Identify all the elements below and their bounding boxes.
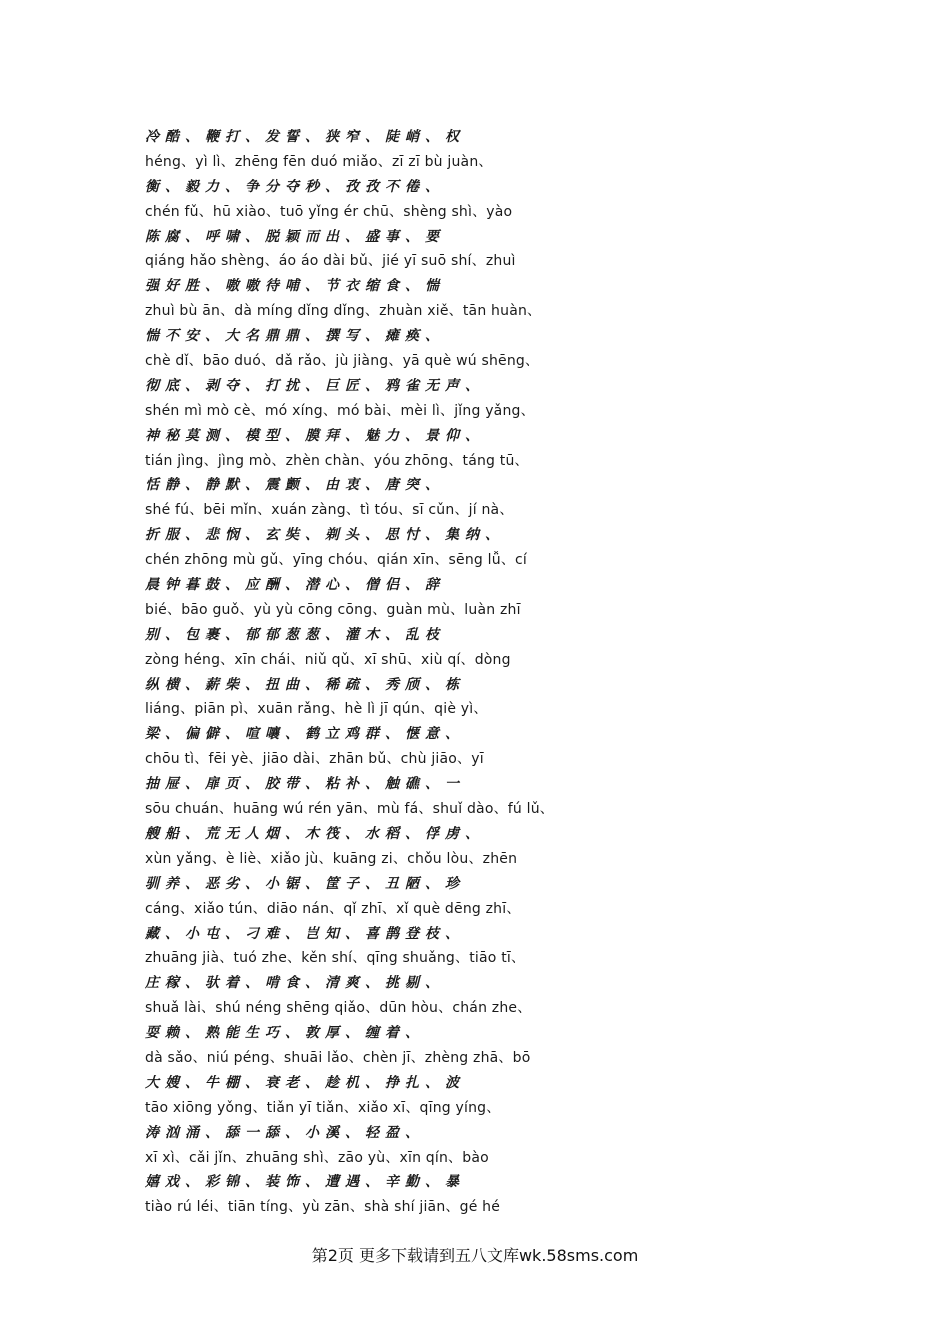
pinyin-line: chén zhōng mù gǔ、yīng chóu、qián xīn、sēng lǚ、cí <box>145 552 528 569</box>
pinyin-line: chén fǔ、hū xiào、tuō yǐng ér chū、shèng shì、yào <box>145 203 513 220</box>
hanzi-line: 嬉戏、彩锦、装饰、遭遇、辛勤、暴 <box>145 1174 465 1191</box>
pinyin-line: tāo xiōng yǒng、tiǎn yī tiǎn、xiǎo xī、qīng yíng、 <box>145 1099 501 1116</box>
hanzi-line: 冷酷、鞭打、发誓、狭窄、陡峭、权 <box>145 129 465 145</box>
hanzi-line: 庄稼、驮着、啃食、清爽、挑剔、 <box>145 975 445 992</box>
hanzi-line: 别、包裹、郁郁葱葱、灌木、乱枝 <box>145 626 445 643</box>
pinyin-line: xī xì、cǎi jǐn、zhuāng shì、zāo yù、xīn qín、bào <box>145 1149 489 1166</box>
hanzi-line: 神秘莫测、模型、膜拜、魅力、景仰、 <box>145 427 485 444</box>
hanzi-line: 衡、毅力、争分夺秒、孜孜不倦、 <box>145 178 445 195</box>
hanzi-line: 恬静、静默、震颤、由衷、唐突、 <box>145 477 445 494</box>
hanzi-line: 陈腐、呼啸、脱颖而出、盛事、要 <box>145 228 445 245</box>
pinyin-line: shén mì mò cè、mó xíng、mó bài、mèi lì、jǐng yǎng、 <box>145 402 535 419</box>
hanzi-line: 艘船、荒无人烟、木筏、水稻、俘虏、 <box>145 825 485 842</box>
pinyin-line: tiào rú léi、tiān tíng、yù zān、shà shí jiān、gé hé <box>145 1199 501 1216</box>
hanzi-line: 藏、小屯、刁难、岂知、喜鹊登枝、 <box>145 925 465 942</box>
hanzi-line: 纵横、薪柴、扭曲、稀疏、秀颀、栋 <box>145 676 465 693</box>
page-footer: 第2页 更多下载请到五八文库wk.58sms.com <box>311 1246 639 1265</box>
hanzi-line: 涛汹涌、舔一舔、小溪、轻盈、 <box>145 1124 425 1141</box>
hanzi-line: 晨钟暮鼓、应酬、潜心、僧侣、辞 <box>145 577 445 594</box>
hanzi-line: 梁、偏僻、喧嚷、鹤立鸡群、惬意、 <box>145 726 465 743</box>
pinyin-line: chōu tì、fēi yè、jiāo dài、zhān bǔ、chù jiāo、yī <box>145 751 484 768</box>
pinyin-line: zhuì bù ān、dà míng dǐng dǐng、zhuàn xiě、tān huàn、 <box>145 303 542 320</box>
pinyin-line: chè dǐ、bāo duó、dǎ rǎo、jù jiàng、yā què wú shēng、 <box>145 353 540 370</box>
pinyin-line: tián jìng、jìng mò、zhèn chàn、yóu zhōng、táng tū、 <box>145 452 529 469</box>
pinyin-line: xùn yǎng、è liè、xiǎo jù、kuāng zi、chǒu lòu、zhēn <box>145 850 518 867</box>
vocabulary-list <box>145 125 905 1220</box>
pinyin-line: zhuāng jià、tuó zhe、kěn shí、qīng shuǎng、tiāo tī、 <box>145 950 526 967</box>
hanzi-line: 驯养、恶劣、小锯、筐子、丑陋、珍 <box>145 875 465 892</box>
pinyin-line: sōu chuán、huāng wú rén yān、mù fá、shuǐ dào、fú lǔ、 <box>145 801 555 818</box>
pinyin-line: qiáng hǎo shèng、áo áo dài bǔ、jié yī suō shí、zhuì <box>145 253 516 270</box>
hanzi-line: 强好胜、嗷嗷待哺、节衣缩食、惴 <box>145 278 445 295</box>
pinyin-line: cáng、xiǎo tún、diāo nán、qǐ zhī、xǐ què dēng zhī、 <box>145 900 521 917</box>
hanzi-line: 惴不安、大名鼎鼎、撰写、瘫痪、 <box>145 328 445 345</box>
pinyin-line: bié、bāo guǒ、yù yù cōng cōng、guàn mù、luàn zhī <box>145 601 521 618</box>
pinyin-line: dà sǎo、niú péng、shuāi lǎo、chèn jī、zhèng zhā、bō <box>145 1049 531 1066</box>
pinyin-line: zòng héng、xīn chái、niǔ qǔ、xī shū、xiù qí、dòng <box>145 651 511 668</box>
hanzi-line: 耍赖、熟能生巧、敦厚、缠着、 <box>145 1025 425 1042</box>
hanzi-line: 大嫂、牛棚、衰老、趁机、挣扎、波 <box>145 1074 465 1091</box>
hanzi-line: 折服、悲悯、玄奘、剃头、思忖、集纳、 <box>145 527 505 544</box>
pinyin-line: liáng、piān pì、xuān rǎng、hè lì jī qún、qiè yì、 <box>145 701 488 718</box>
hanzi-line: 抽屉、扉页、胶带、粘补、触礁、一 <box>145 776 465 793</box>
hanzi-line: 彻底、剥夺、打扰、巨匠、鸦雀无声、 <box>145 377 485 394</box>
pinyin-line: shuǎ lài、shú néng shēng qiǎo、dūn hòu、chán zhe、 <box>145 1000 532 1017</box>
pinyin-line: shé fú、bēi mǐn、xuán zàng、tì tóu、sī cǔn、jí nà、 <box>145 502 514 519</box>
pinyin-line: héng、yì lì、zhēng fēn duó miǎo、zī zī bù juàn、 <box>145 153 493 170</box>
